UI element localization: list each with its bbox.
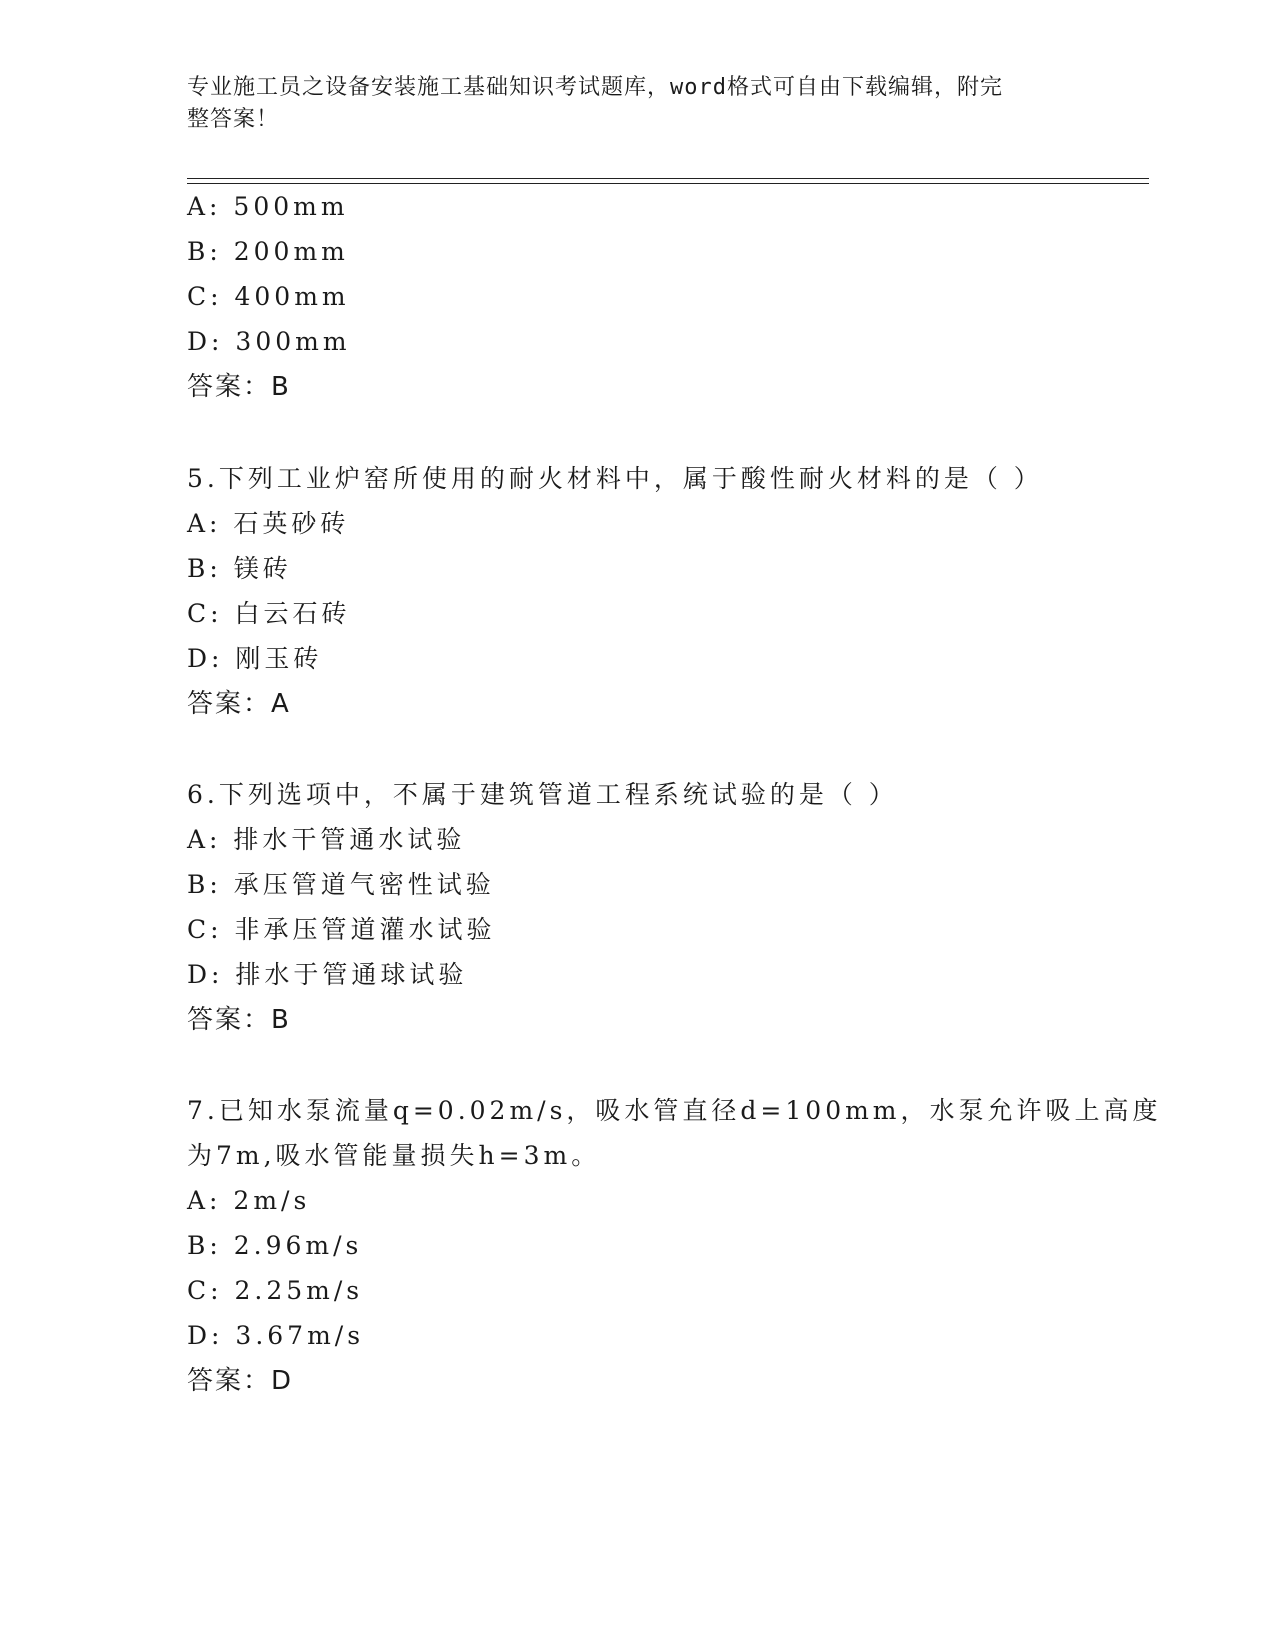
question-6-option-b: B: 承压管道气密性试验 xyxy=(187,870,495,899)
question-4-option-d: D: 300mm xyxy=(187,327,351,356)
question-7-answer: 答案：D xyxy=(187,1366,294,1396)
question-6-option-d: D: 排水于管通球试验 xyxy=(187,960,468,989)
question-5-option-d: D: 刚玉砖 xyxy=(187,644,323,673)
question-4-option-c: C: 400mm xyxy=(187,282,350,311)
question-6-option-c: C: 非承压管道灌水试验 xyxy=(187,915,496,944)
question-5-option-a: A: 石英砂砖 xyxy=(187,509,350,538)
question-5-option-b: B: 镁砖 xyxy=(187,554,292,583)
header-title-line-1: 专业施工员之设备安装施工基础知识考试题库，word格式可自由下载编辑，附完 xyxy=(187,75,1003,100)
question-5-text: 5.下列工业炉窑所使用的耐火材料中，属于酸性耐火材料的是（ ） xyxy=(187,464,1043,493)
question-7-option-c: C: 2.25m/s xyxy=(187,1276,364,1305)
question-6-option-a: A: 排水干管通水试验 xyxy=(187,825,466,854)
question-4-answer: 答案：B xyxy=(187,372,291,402)
question-6-answer: 答案：B xyxy=(187,1005,291,1035)
question-5-option-c: C: 白云石砖 xyxy=(187,599,351,628)
header-title-line-2: 整答案！ xyxy=(187,107,280,132)
question-4-option-b: B: 200mm xyxy=(187,237,349,266)
question-7-text-line-1: 7.已知水泵流量q=0.02m/s，吸水管直径d=100mm，水泵允许吸上高度 xyxy=(187,1096,1162,1125)
question-7-option-d: D: 3.67m/s xyxy=(187,1321,365,1350)
question-7-text-line-2: 为7m,吸水管能量损失h=3m。 xyxy=(187,1141,601,1170)
question-7-option-b: B: 2.96m/s xyxy=(187,1231,363,1260)
document-header xyxy=(187,72,1067,136)
header-divider-bottom xyxy=(187,183,1149,184)
question-5-answer: 答案：A xyxy=(187,689,291,719)
header-divider-top xyxy=(187,178,1149,179)
question-7-option-a: A: 2m/s xyxy=(187,1186,311,1215)
question-4-option-a: A: 500mm xyxy=(187,192,349,221)
question-6-text: 6.下列选项中，不属于建筑管道工程系统试验的是（ ） xyxy=(187,780,898,809)
